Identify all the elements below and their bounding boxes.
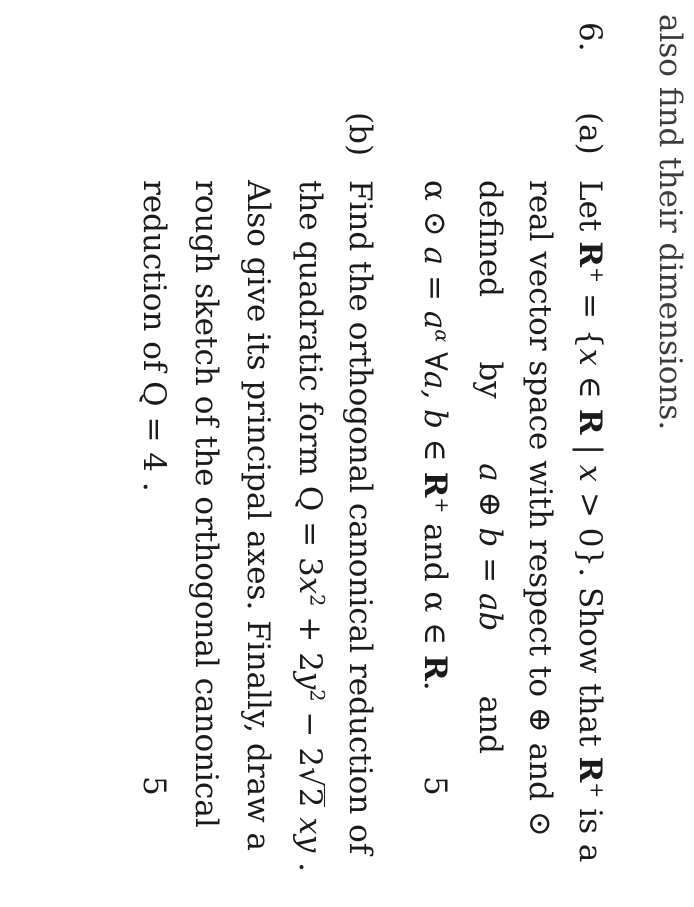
- question-number: 6.: [572, 22, 608, 52]
- previous-question-fragment: also find their dimensions.: [652, 14, 688, 431]
- sqrt-symbol: √: [292, 766, 328, 787]
- part-a-line-2: real vector space with respect to ⊕ and ⊙: [522, 180, 558, 837]
- part-b-line-1: Find the orthogonal canonical reduction of: [342, 180, 378, 855]
- cut-off-text-fragment: [652, 0, 694, 431]
- part-a-line-3: defined by a ⊕ b = ab and: [472, 180, 508, 754]
- part-b-label: (b): [342, 112, 378, 157]
- part-b-line-4: rough sketch of the orthogonal canonical: [188, 180, 224, 828]
- part-b-line-5: reduction of Q = 4 .: [136, 180, 172, 492]
- part-b-line-3: Also give its principal axes. Finally, draw a: [240, 180, 276, 851]
- part-a-label: (a): [572, 112, 608, 155]
- part-b-line-2: the quadratic form $Q = 3x^2 + 2y^2 - 2√2$ xy .: [292, 180, 329, 873]
- part-a-line-1: Let R+ = {x ∈ R | x > 0}. Show that R+ is a: [572, 180, 609, 863]
- part-a-marks: 5: [417, 776, 453, 796]
- part-a-line-4: α ⊙ $a = a^\alpha$ ∀a, b ∈ R+ and α ∈ R.: [417, 180, 454, 691]
- part-b-marks: 5: [136, 776, 172, 796]
